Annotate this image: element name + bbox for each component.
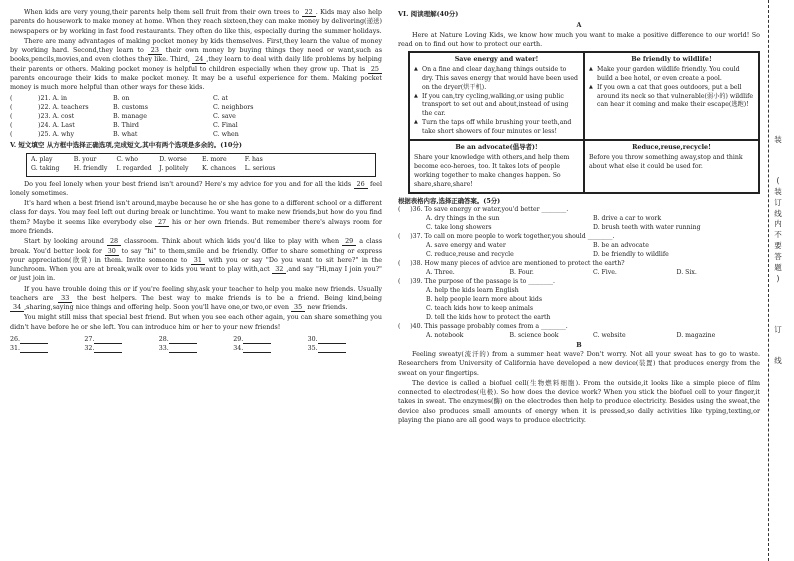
- word-option: E. more: [202, 155, 227, 163]
- passage-a-intro: Here at Nature Loving Kids, we know how much you want to make a positive difference to our world! So read on to find out how to protect our earth.: [398, 30, 760, 48]
- question-22: ( )22. A. teachers B. customs C. neighbors: [10, 103, 254, 111]
- word-option: L. serious: [244, 164, 276, 172]
- triangle-icon: ▲: [414, 119, 418, 126]
- question-21: ( )21. A. in B. on C. at: [10, 94, 228, 102]
- answer-blank[interactable]: 35.: [308, 344, 382, 353]
- answer-blank[interactable]: 26.: [10, 335, 84, 344]
- word-box: [26, 153, 376, 177]
- word-option: G. taking: [31, 164, 60, 172]
- left-column: [10, 8, 382, 353]
- word-option: [330, 156, 371, 165]
- word-option: D. worse: [159, 155, 187, 163]
- passage-b-label: B: [576, 340, 582, 349]
- passage-p5: Start by looking around 28 classroom. Think about which kids you'd like to play with when 29 a class break. You'd better look for 30 to say "hi" to them,smile and be friendly. Offer to share something or express your appreciation(欣赏) in them. Invite someone to 31 with you or say "Do you want to sit here?" in the lunchroom. When you are at break,walk over to kids you want to play with,act 32 ,and say "Hi,may I join you?" or just join in.: [10, 237, 382, 283]
- question-36: ( )36. To save energy or water,you'd better ________. A. dry things in the sun B. drive a car to work C. take long showers D. brush teeth with water running: [398, 205, 701, 231]
- passage-p6: If you have trouble doing this or if you're feeling shy,ask your teacher to help you make new friends. Usually teachers are 33 the best helpers. The best way to make friends is to be a friend. Being kind,being 34 ,sharing,saying nice things and offering help. Soon you'll have one,or two,or even 35 new friends.: [10, 284, 382, 312]
- word-option: H. friendly: [73, 164, 108, 172]
- question-25: ( )25. A. why B. what C. when: [10, 131, 239, 139]
- cloze-questions: [10, 94, 382, 140]
- passage-p7: You might still miss that special best friend. But when you see each other again, you can share something you didn't have before he or she left. You can introduce him or her to your new friends!: [10, 313, 382, 331]
- word-option: I. regarded: [116, 164, 152, 172]
- passage-a-label: A: [576, 21, 582, 30]
- triangle-icon: ▲: [414, 65, 418, 72]
- question-39: ( )39. The purpose of the passage is to ________. A. help the kids learn English B. help people learn more about kids C. teach kids how to keep animals D. tell the kids how to protect the earth: [398, 277, 555, 321]
- passage-b-p1: Feeling sweaty(流汗的) from a summer heat wave? Don't worry. Not all your sweat has to go to waste. Researchers from University of California have developed a new device(装置) that produces energy from the sweat on your fingertips.: [398, 349, 760, 377]
- question-37: ( )37. To call on more people to work together,you should ________. A. save energy and water B. be an advocate C. reduce,reuse and recycle D. be friendly to wildlife: [398, 232, 669, 258]
- section-5-title: V. 短文填空 从方框中选择正确选项,完成短文,其中有两个选项是多余的。(10分): [10, 141, 242, 150]
- passage-p4: It's hard when a best friend isn't around,maybe because he or she has gone to a different school or a different class for days. You may feel left out during break or lunchtime. You want to make new friends,but how do you find them? Maybe it seems like everybody else 27 his or her own friends. But remember there's always room for more friends.: [10, 199, 382, 235]
- answer-blank[interactable]: 27.: [84, 335, 158, 344]
- triangle-icon: ▲: [589, 65, 593, 72]
- passage-p2: There are many advantages of making pocket money by kids themselves. First,they learn the value of money by working hard. Second,they learn to 23 their own money by buying things they need or want,such as books,pencils,movies,and even clothes they like. Third, 24 ,they learn to deal with daily life problems by helping their parents or others. Making pocket money is helpful to children especially when they grow up. That is 25 parents encourage their kids to make pocket money. It may be a useful experience for them. Making pocket money is much more helpful than other ways for these kids.: [10, 36, 382, 92]
- passage-p3: Do you feel lonely when your best friend isn't around? Here's my advice for you and for all the kids 26 feel lonely sometimes.: [10, 179, 382, 197]
- answer-blanks: [10, 335, 382, 353]
- word-option: B. your: [73, 155, 97, 163]
- right-column: [398, 8, 760, 426]
- tip-save-energy: Save energy and water! ▲ On a fine and clear day,hang things outside to dry. This saves energy that would have been used on the dryer(烘干机). ▲ If you can,try cycling,walking,or using public transport to set out and about,instead of using the car. ▲ Turn the taps off while brushing your teeth,and take short showers of four minutes or less!: [409, 52, 584, 140]
- passage-p1: When kids are very young,their parents help them sell fruit from their own trees to 22 . Kids may also help parents do housework to make money at home. When they reach sixteen,they can make money by delivering(递送) newspapers or by working in fast food restaurants. They often do like this, especially during the summer holidays.: [10, 8, 382, 35]
- question-40: ( )40. This passage probably comes from a ________. A. notebook B. science book C. website D. magazine: [398, 322, 716, 339]
- eco-tips-table: [408, 51, 760, 193]
- answer-blank[interactable]: 29.: [233, 335, 307, 344]
- answer-blank[interactable]: 34.: [233, 344, 307, 353]
- question-23: ( )23. A. cost B. manage C. save: [10, 112, 236, 120]
- question-38: ( )38. How many pieces of advice are mentioned to protect the earth? A. Three. B. Four. C. Five. D. Six.: [398, 259, 697, 276]
- passage-b-p2: The device is called a biofuel cell(生物燃料细胞). From the outside,it looks like a simple piece of film connected to electrodes(电极). So how does the device work? When you stick the biofuel cell to your finger,it takes in sweat. The enzymes(酶) on the electrodes then help to produce electricity. Besides using the sweat,the device also produces small amounts of energy when it is pressed,so daily activities like typing,texting,or playing the piano are all good ways to produce electricity.: [398, 378, 760, 424]
- word-option: K. chances: [202, 164, 236, 172]
- word-option: C. who: [116, 155, 138, 163]
- answer-blank[interactable]: 32.: [84, 344, 158, 353]
- answer-blank[interactable]: 28.: [159, 335, 233, 344]
- word-option: J. politely: [159, 164, 189, 172]
- answer-blank[interactable]: 31.: [10, 344, 84, 353]
- tip-advocate: Be an advocate(倡导者)! Share your knowledge with others,and help them become eco-heroes, too. It takes lots of people working together to make changes happen. So share,share,share!: [409, 140, 584, 192]
- word-option: [288, 156, 329, 165]
- tip-reduce-reuse: Reduce,reuse,recycle! Before you throw something away,stop and think about what else it could be used for.: [584, 140, 759, 192]
- section-6-title: VI. 阅读理解(40分): [398, 10, 459, 18]
- word-option: A. play: [31, 155, 53, 163]
- word-option: F. has: [244, 155, 263, 163]
- triangle-icon: ▲: [414, 92, 418, 99]
- answer-blank[interactable]: 33.: [159, 344, 233, 353]
- tip-wildlife: Be friendly to wildlife! ▲ Make your garden wildlife friendly. You could build a bee hotel, or even create a pool. ▲ If you own a cat that goes outdoors, put a bell around its neck so that vulnerable(弱小的) wildlife can hear it coming and make their escape(逃跑)!: [584, 52, 759, 140]
- triangle-icon: ▲: [589, 83, 593, 90]
- question-24: ( )24. A. Last B. Third C. Final: [10, 121, 238, 129]
- answer-blank[interactable]: 30.: [308, 335, 382, 344]
- binding-dashed-line: [768, 0, 769, 561]
- binding-margin-text: 装 ( 装 订 线 内 不 要 答 题 ) 订 线: [774, 135, 782, 365]
- mc-instruction: 根据表格内容,选择正确答案。(5分): [398, 196, 501, 205]
